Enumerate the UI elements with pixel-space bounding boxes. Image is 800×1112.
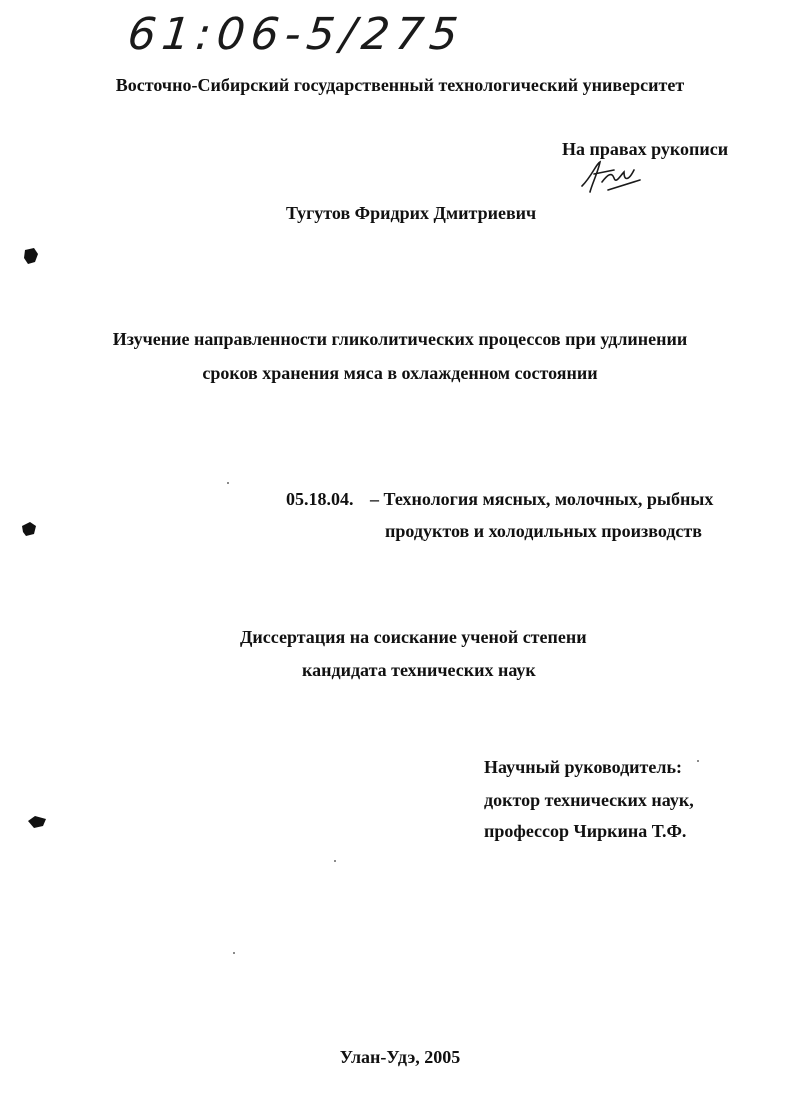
- university-name: Восточно-Сибирский государственный технологический университет: [115, 75, 685, 95]
- specialty-code: 05.18.04.: [286, 489, 354, 509]
- specialty-line-1: – Технология мясных, молочных, рыбных: [370, 489, 714, 509]
- scan-speck: [697, 760, 699, 762]
- scan-speck: [227, 482, 229, 484]
- scan-speck: [334, 860, 336, 862]
- thesis-title-line-1: Изучение направленности гликолитических процессов при удлинении: [112, 329, 688, 349]
- degree-line-1: Диссертация на соискание ученой степени: [240, 627, 587, 647]
- binder-hole-mark: [26, 814, 48, 830]
- supervisor-label: Научный руководитель:: [484, 757, 682, 777]
- binder-hole-mark: [20, 520, 38, 538]
- binder-hole-mark: [22, 246, 40, 266]
- supervisor-name: профессор Чиркина Т.Ф.: [484, 821, 687, 841]
- author-name: Тугутов Фридрих Дмитриевич: [286, 203, 537, 223]
- city-year: Улан-Удэ, 2005: [339, 1047, 461, 1067]
- supervisor-degree: доктор технических наук,: [484, 790, 694, 810]
- manuscript-note: На правах рукописи: [562, 139, 729, 159]
- signature-icon: [578, 156, 648, 196]
- handwritten-archive-number: 61:06-5/275: [125, 9, 467, 60]
- degree-line-2: кандидата технических наук: [302, 660, 536, 680]
- scan-speck: [233, 952, 235, 954]
- specialty-line-2: продуктов и холодильных производств: [385, 521, 702, 541]
- thesis-title-line-2: сроков хранения мяса в охлажденном состоянии: [202, 363, 598, 383]
